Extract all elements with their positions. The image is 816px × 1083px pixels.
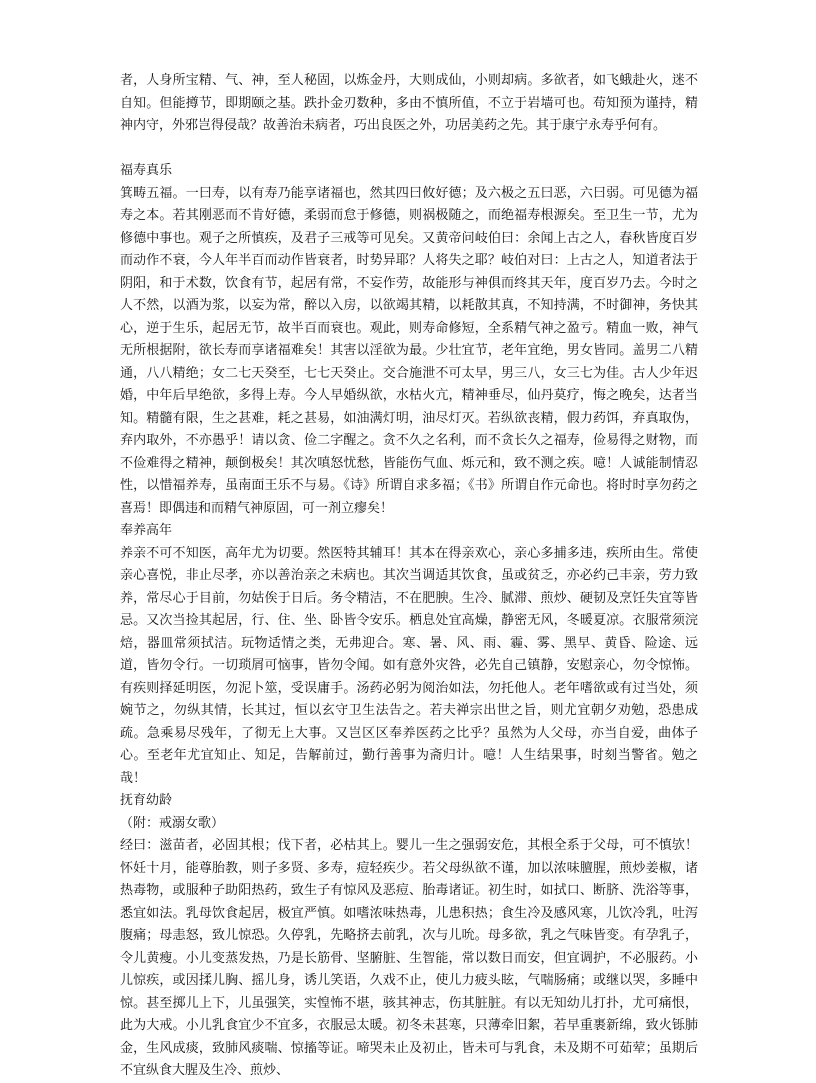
section-title-fushou: 福寿真乐 — [120, 163, 173, 178]
section-body-fushou: 箕畴五福。一曰寿，以有寿乃能享诸福也，然其四曰攸好德；及六极之五曰恶，六曰弱。可见德为福寿之本。若其刚恶而不肯好德，柔弱而怠于修德，则祸极随之，而绝福寿根源矣。至卫生一节，尤为修德中事也。观子之所慎疾，及君子三戒等可见矣。又黄帝问岐伯曰：余闻上古之人，春秋皆度百岁而动作不衰，今人年半百而动作皆衰者，时势异耶？人将失之耶？岐伯对曰：上古之人，知道者法于阴阳，和于术数，饮食有节，起居有常，不妄作劳，故能形与神俱而终其天年，度百岁乃去。今时之人不然，以酒为浆，以妄为常，醉以入房，以欲竭其精，以耗散其真，不知持满，不时御神，务快其心，逆于生乐，起居无节，故半百而衰也。观此，则寿命修短，全系精气神之盈亏。精血一败，神气无所根据附，欲长寿而享诸福难矣！其害以淫欲为最。少壮宜节，老年宜绝，男女皆同。盖男二八精通，八八精绝；女二七天癸至，七七天癸止。交合施泄不可太早，男三八，女三七为佳。古人少年迟婚，中年后早绝欲，多得上寿。今人早婚纵欲，水枯火亢，精神垂尽，仙丹莫疗，悔之晚矣，达者当知。精髓有限，生之甚难，耗之甚易，如油满灯明，油尽灯灭。若纵欲丧精，假力药饵，弃真取伪，弃内取外，不亦愚乎！请以贪、俭二字醒之。贪不久之名利，而不贪长久之福寿，俭易得之财物，而不俭难得之精神，颠倒极矣！其次嗔怒忧愁，皆能伤气血、烁元和，致不测之疾。噫！人诚能制情忍性，以惜福养寿，虽南面王乐不与易。《诗》所谓自求多福；《书》所谓自作元命也。将时时享勿药之喜焉！即偶违和而精气神原固，可一剂立瘳矣！ — [120, 185, 698, 516]
section-body-fuyu: 经曰：滋苗者，必固其根；伐下者，必枯其上。婴儿一生之强弱安危，其根全系于父母，可不慎欤！怀妊十月，能尊胎教，则子多贤、多寿，痘轻疾少。若父母纵欲不谨，加以浓味膻腥，煎炒姜椒，诸热毒物，或服种子助阳热药，致生子有惊风及恶痘、胎毒诸证。初生时，如拭口、断脐、洗浴等事，悉宜如法。乳母饮食起居，极宜严慎。如嗜浓味热毒，儿患积热；食生冷及感风寒，儿饮冷乳，吐泻腹痛；母恚怒，致儿惊恐。久停乳，先略挤去前乳，次与儿吮。母多欲，乳之气味皆变。有孕乳子，令儿黄瘦。小儿变蒸发热，乃是长筋骨、坚腑脏、生智能，常以数日而安，但宜调护，不必服药。小儿惊疾，或因揉儿胸、摇儿身，诱儿笑语，久戏不止，使儿力疲头眩，气喘肠痛；或继以哭，多睡中惊。甚至掷儿上下，儿虽强笑，实惶怖不堪，骇其神志，伤其脏脏。有以无知幼儿打扑，尤可痛恨，此为大戒。小儿乳食宜少不宜多，衣服忌太暖。初冬未甚寒，只薄牵旧絮，若早重裹新绵，致火铄肺金，生风成痰，致肺风痰喘、惊搐等证。啼哭未止及初止，皆未可与乳食，未及期不可茹荤；虽期后不宜纵食大腥及生冷、煎炒、 — [120, 838, 698, 1078]
intro-paragraph: 者，人身所宝精、气、神，至人秘固，以炼金丹，大则成仙，小则却病。多欲者，如飞蛾赴火，迷不自知。但能撙节，即期颐之基。跌扑金刃数种，多由不慎所值，不立于岩墙可也。苟知预为谨持，精神内守，外邪岂得侵哉？故善治未病者，巧出良医之外，功居美药之先。其于康宁永寿乎何有。 — [120, 73, 698, 133]
section-title-fuyu: 抚育幼龄 — [120, 793, 173, 808]
section-title-fengyang: 奉养高年 — [120, 523, 173, 538]
section-body-fengyang: 养亲不可不知医，高年尤为切要。然医特其辅耳！其本在得亲欢心，亲心多捕多违，疾所由生。常使亲心喜悦，非止尽孝，亦以善治亲之未病也。其次当调适其饮食，虽或贫乏，亦必约己丰亲，劳力致养，常尽心于目前，勿姑俟于日后。务令精洁，不在肥腴。生冷、腻滞、煎炒、硬韧及烹饪失宜等皆忌。又次当捡其起居，行、住、坐、卧皆令安乐。栖息处宜高燥，静密无风，冬暖夏凉。衣服常须浣焙，器皿常须拭洁。玩物适情之类，无弗迎合。寒、暑、风、雨、霾、雾、黑早、黄昏、险途、远道，皆勿令行。一切琐屑可恼事，皆勿令闻。如有意外灾咎，必先自己镇静，安慰亲心，勿令惊怖。有疾则择延明医，勿泥卜筮，受误庸手。汤药必躬为阅治如法，勿托他人。老年嗜欲或有过当处，须婉节之，勿纵其情，长其过，恒以玄守卫生法告之。若夫禅宗出世之旨，则尤宜朝夕劝勉，恐患成疏。急乘易尽残年，了彻无上大事。又岂区区奉养医药之比乎？虽然为人父母，亦当自爱，曲体子心。至老年尤宜知止、知足，告解前过，勤行善事为斋归计。噫！人生结果事，时刻当警省。勉之哉！ — [120, 545, 698, 786]
section-subtitle-fuyu: （附：戒溺女歌） — [120, 815, 225, 831]
document-page — [120, 70, 698, 1083]
blank-line — [120, 138, 698, 161]
